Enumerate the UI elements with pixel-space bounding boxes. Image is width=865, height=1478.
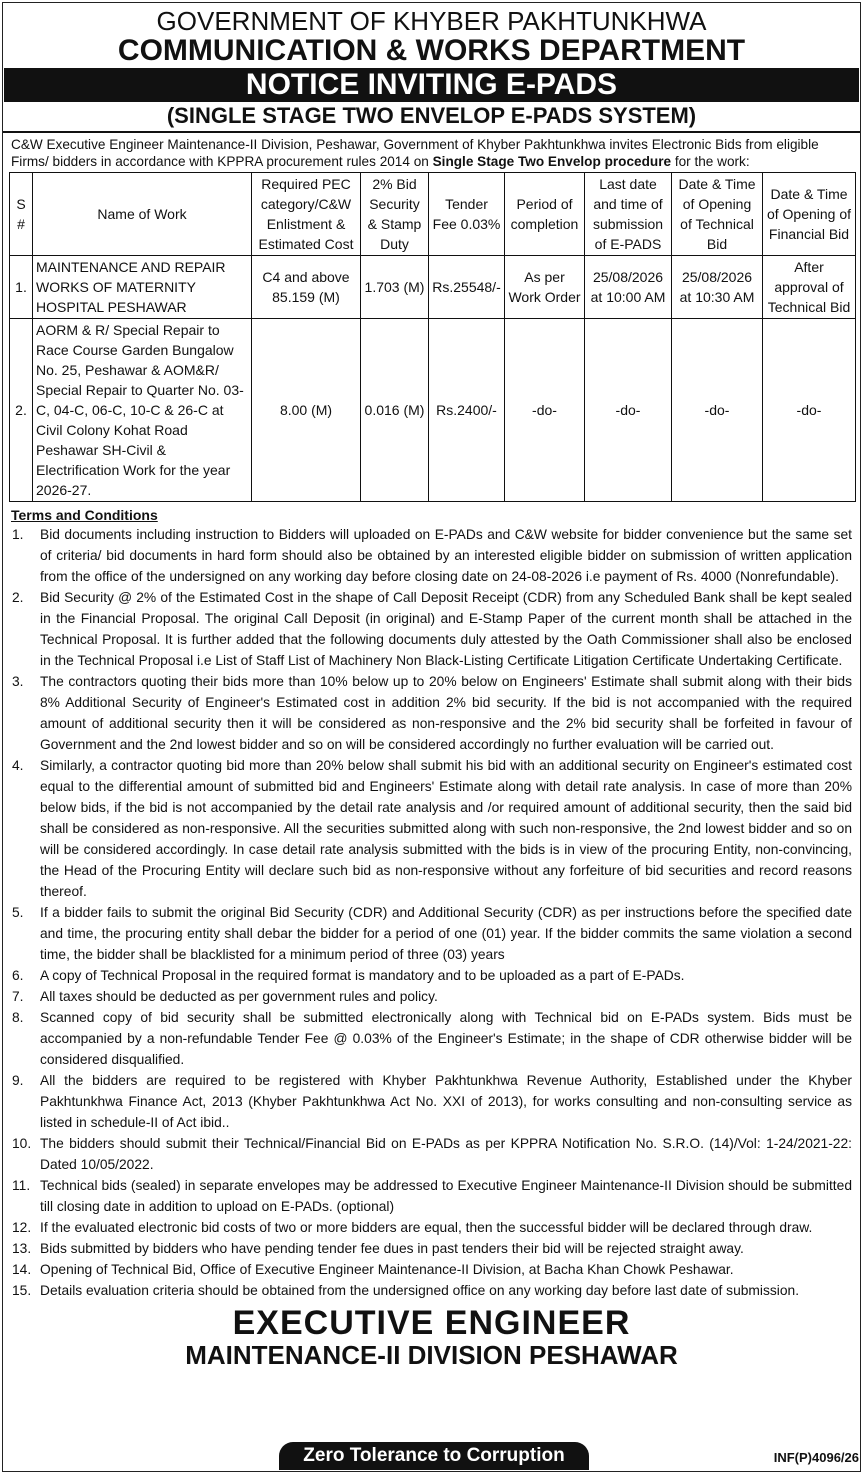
term-number: 9.: [12, 1073, 24, 1088]
signatory-title: EXECUTIVE ENGINEER: [232, 1304, 631, 1342]
list-item: [3, 965, 860, 986]
govt-heading: GOVERNMENT OF KHYBER PAKHTUNKHWA: [156, 6, 707, 36]
header-cell: Tender Fee 0.03%: [429, 173, 505, 256]
term-number: 11.: [12, 1178, 31, 1193]
list-item: [3, 986, 860, 1007]
term-number: 3.: [12, 674, 24, 689]
intro-text: C&W Executive Engineer Maintenance-II Division, Peshawar, Government of Khyber Pakhtunkhwa invites Electronic Bids from eligible Firms/ bidders in accordance with KPPRA procurement rules 2014 on: [11, 137, 819, 169]
header-cell: S #: [10, 173, 33, 256]
row-submission: 25/08/2026 at 10:00 AM: [585, 256, 672, 319]
term-text: A copy of Technical Proposal in the required format is mandatory and to be uploaded as a part of E-PADs.: [40, 968, 685, 983]
term-number: 14.: [12, 1262, 32, 1277]
term-number: 12.: [12, 1220, 32, 1235]
list-item: [3, 1070, 860, 1133]
list-item: [3, 1133, 860, 1175]
row-period: As per Work Order: [505, 256, 585, 319]
row-tech-opening: 25/08/2026 at 10:30 AM: [672, 256, 763, 319]
term-text: If the evaluated electronic bid costs of two or more bidders are equal, then the successful bidder will be declared through draw.: [40, 1220, 813, 1235]
list-item: [3, 1007, 860, 1070]
table-row: [10, 256, 856, 319]
intro-bold: Single Stage Two Envelop procedure: [432, 154, 672, 169]
header-cell: 2% Bid Security & Stamp Duty: [361, 173, 429, 256]
list-item: [3, 1238, 860, 1259]
row-fee: Rs.2400/-: [429, 319, 505, 502]
signatory-division: MAINTENANCE-II DIVISION PESHAWAR: [185, 1340, 678, 1370]
header-cell: Date & Time of Opening of Financial Bid: [763, 173, 856, 256]
notice-banner: NOTICE INVITING E-PADS: [4, 68, 859, 102]
notice-page: [2, 2, 861, 1472]
term-text: The contractors quoting their bids more than 10% below up to 20% below on Engineers' Estimate shall submit along with their bids 8% Additional Security of Engineer's Estimated cost in addition 2% bid security. If the bid is not accompanied with the required amount of additional security then it will be considered as non-responsive and the 2% bid security shall be forfeited in favour of Government and the 2nd lowest bidder and so on will be considered accordingly no further evaluation will be carried out.: [40, 674, 852, 752]
header-cell: Last date and time of submission of E-PADS: [585, 173, 672, 256]
list-item: [3, 1280, 860, 1301]
table-header-row: [10, 173, 856, 256]
dept-heading: COMMUNICATION & WORKS DEPARTMENT: [117, 34, 746, 67]
header-cell: Name of Work: [33, 173, 252, 256]
list-item: [3, 524, 860, 587]
term-text: Bid documents including instruction to Bidders will uploaded on E-PADs and C&W website for bidder convenience but the same set of criteria/ bid documents in hard form should also be obtained by an interested eligible bidder on submission of written application from the office of the undersigned on any working day before closing date on 24-08-2026 i.e payment of Rs. 4000 (Nonrefundable).: [40, 527, 852, 584]
row-sno: 1.: [10, 256, 33, 319]
term-text: All taxes should be deducted as per government rules and policy.: [40, 989, 438, 1004]
row-fin-opening: -do-: [763, 319, 856, 502]
term-number: 1.: [12, 527, 24, 542]
term-text: If a bidder fails to submit the original Bid Security (CDR) and Additional Security (CDR) as per instructions before the specified date and time, the procuring entity shall debar the bidder for a period of one (01) year. If the bidder commits the same violation a second time, the bidder shall be blacklisted for a minimum period of three (03) years: [40, 905, 852, 962]
term-number: 8.: [12, 1010, 24, 1025]
term-text: Bid Security @ 2% of the Estimated Cost in the shape of Call Deposit Receipt (CDR) from any Scheduled Bank shall be kept sealed in the Financial Proposal. The original Call Deposit (in original) and E-Stamp Paper of the current month shall be attached in the Technical Proposal. It is further added that the following documents duly attested by the Oath Commissioner shall also be enclosed in the Technical Proposal i.e List of Staff List of Machinery Non Black-Listing Certificate Litigation Certificate Undertaking Certificate.: [40, 590, 852, 668]
term-text: Technical bids (sealed) in separate envelopes may be addressed to Executive Engineer Maintenance-II Division should be submitted till closing date in addition to upload on E-PADs. (optional): [40, 1178, 852, 1214]
term-number: 2.: [12, 590, 24, 605]
term-number: 15.: [12, 1283, 32, 1298]
row-fee: Rs.25548/-: [429, 256, 505, 319]
header-cell: Required PEC category/C&W Enlistment & Estimated Cost: [252, 173, 361, 256]
works-table: [9, 172, 856, 502]
term-number: 4.: [12, 758, 24, 773]
terms-list: [3, 524, 860, 1301]
term-text: The bidders should submit their Technical/Financial Bid on E-PADs as per KPPRA Notification No. S.R.O. (14)/Vol: 1-24/2021-22: Dated 10/05/2022.: [40, 1136, 852, 1172]
list-item: [3, 1259, 860, 1280]
header-cell: Date & Time of Opening of Technical Bid: [672, 173, 763, 256]
list-item: [3, 755, 860, 902]
row-period: -do-: [505, 319, 585, 502]
list-item: [3, 671, 860, 755]
term-number: 6.: [12, 968, 24, 983]
row-security: 0.016 (M): [361, 319, 429, 502]
row-cost: 8.00 (M): [252, 319, 361, 502]
term-number: 5.: [12, 905, 24, 920]
term-text: Similarly, a contractor quoting bid more than 20% below shall submit his bid with an additional security on Engineer's estimated cost equal to the differential amount of submitted bid and Engineers' Estimate along with detail rate analysis. In case of more than 20% below bids, if the bid is not accompanied by the detail rate analysis and /or required amount of additional security, then the said bid shall be considered as non-responsive. All the securities submitted along with such non-responsive, the 2nd lowest bidder and so on will be considered accordingly. In case detail rate analysis submitted with the bids is in view of the procuring Entity, non-convincing, the Head of the Procuring Entity will declare such bid as non-responsive without any forfeiture of bid securities and record reasons thereof.: [40, 758, 852, 899]
row-sno: 2.: [10, 319, 33, 502]
header-cell: Period of completion: [505, 173, 585, 256]
row-work: AORM & R/ Special Repair to Race Course Garden Bungalow No. 25, Peshawar & AOM&R/ Special Repair to Quarter No. 03-C, 04-C, 06-C, 10-C & 26-C at Civil Colony Kohat Road Peshawar SH-Civil & Electrification Work for the year 2026-27.: [33, 319, 252, 502]
list-item: [3, 1175, 860, 1217]
list-item: [3, 902, 860, 965]
term-text: Scanned copy of bid security shall be submitted electronically along with Technical bid on E-PADs system. Bids must be accompanied by a non-refundable Tender Fee @ 0.03% of the Engineer's Estimate; in the shape of CDR otherwise bidder will be considered disqualified.: [40, 1010, 852, 1067]
system-subheading: (SINGLE STAGE TWO ENVELOP E-PADS SYSTEM): [3, 103, 860, 133]
row-cost: C4 and above 85.159 (M): [252, 256, 361, 319]
row-work: MAINTENANCE AND REPAIR WORKS OF MATERNITY HOSPITAL PESHAWAR: [33, 256, 252, 319]
list-item: [3, 1217, 860, 1238]
term-number: 13.: [12, 1241, 32, 1256]
reference-number: INF(P)4096/26: [773, 1450, 859, 1465]
row-tech-opening: -do-: [672, 319, 763, 502]
slogan-banner: Zero Tolerance to Corruption: [279, 1442, 589, 1470]
term-text: Details evaluation criteria should be obtained from the undersigned office on any working day before last date of submission.: [40, 1283, 800, 1298]
intro-paragraph: [3, 133, 860, 170]
intro-tail: for the work:: [671, 154, 750, 169]
term-number: 10.: [12, 1136, 32, 1151]
term-text: Bids submitted by bidders who have pending tender fee dues in past tenders their bid will be rejected straight away.: [40, 1241, 744, 1256]
term-text: All the bidders are required to be registered with Khyber Pakhtunkhwa Revenue Authority, Established under the Khyber Pakhtunkhwa Finance Act, 2013 (Khyber Pakhtunkhwa Act No. XXI of 2013), for works consulting and non-consulting service as listed in schedule-II of Act ibid..: [40, 1073, 852, 1130]
table-row: [10, 319, 856, 502]
term-number: 7.: [12, 989, 24, 1004]
row-submission: -do-: [585, 319, 672, 502]
row-fin-opening: After approval of Technical Bid: [763, 256, 856, 319]
term-text: Opening of Technical Bid, Office of Executive Engineer Maintenance-II Division, at Bacha Khan Chowk Peshawar.: [40, 1262, 734, 1277]
list-item: [3, 587, 860, 671]
terms-title: Terms and Conditions: [11, 507, 158, 523]
row-security: 1.703 (M): [361, 256, 429, 319]
